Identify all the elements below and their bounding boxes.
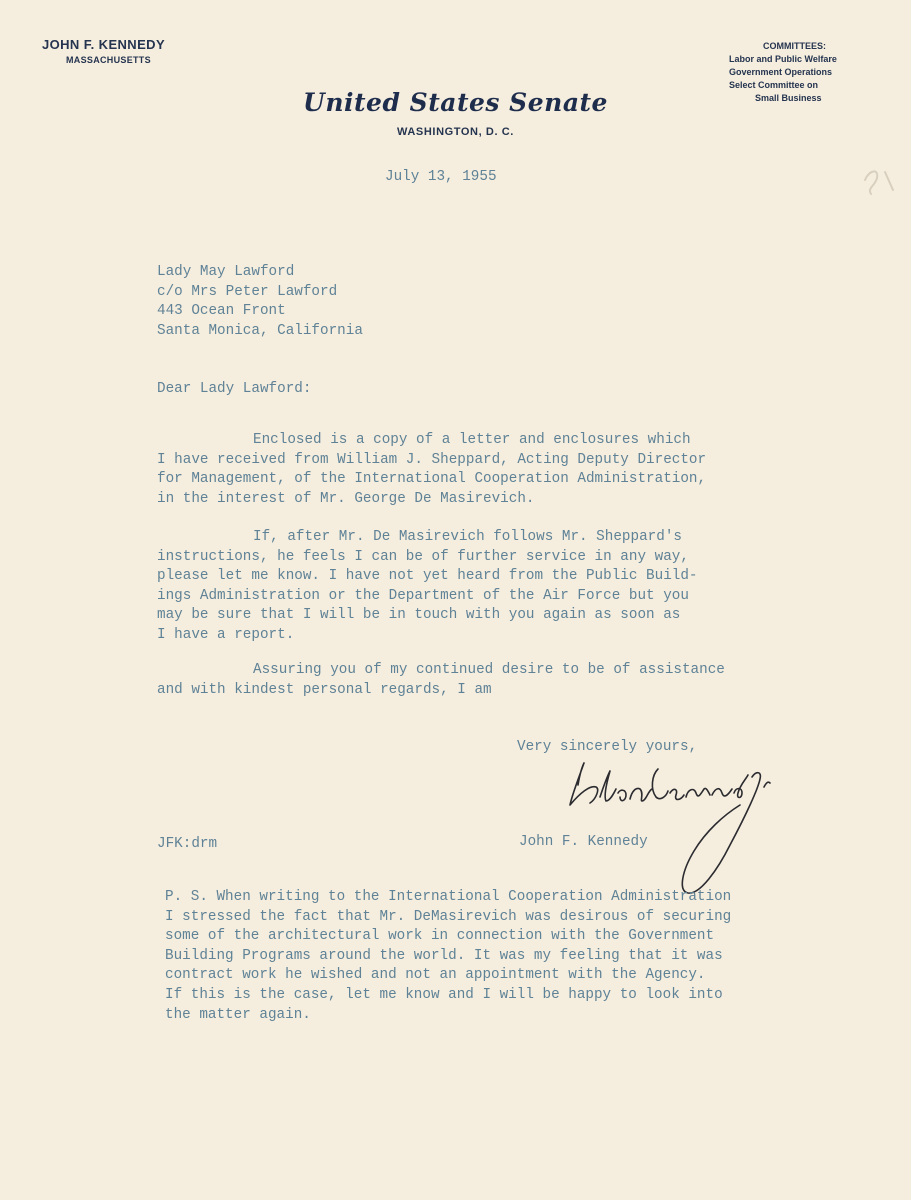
postscript-line: Building Programs around the world. It was my feeling that it was [165,947,723,964]
committee-item: Select Committee on [729,80,819,90]
address-line: Lady May Lawford [157,264,295,280]
body-line: may be sure that I will be in touch with you again as soon as [157,607,681,624]
address-line: 443 Ocean Front [157,303,286,320]
committees-title: COMMITTEES: [763,41,826,51]
body-line: for Management, of the International Cooperation Administration, [157,471,707,488]
typed-name: John F. Kennedy [519,834,648,850]
body-line: in the interest of Mr. George De Masirevich. [157,490,535,507]
salutation: Dear Lady Lawford: [157,381,312,397]
letter-date: July 13, 1955 [385,169,497,185]
postscript-line: some of the architectural work in connection with the Government [165,928,715,945]
committee-item: Small Business [755,93,822,103]
recipient-address [157,263,363,341]
paragraph-1 [157,431,706,509]
body-line: Assuring you of my continued desire to be of assistance [253,662,725,678]
sender-state: MASSACHUSETTS [66,55,151,65]
address-line: c/o Mrs Peter Lawford [157,283,338,300]
body-line: instructions, he feels I can be of further service in any way, [157,548,689,565]
paragraph-2 [157,528,698,646]
body-line: ings Administration or the Department of the Air Force but you [157,587,689,604]
postscript-line: I stressed the fact that Mr. DeMasirevich was desirous of securing [165,908,732,925]
committee-item: Labor and Public Welfare [729,54,837,64]
paragraph-3 [157,661,725,700]
reference-initials: JFK:drm [157,836,218,852]
committee-item: Government Operations [729,67,833,77]
letterhead-title: United States Senate [303,88,608,117]
postscript-line: If this is the case, let me know and I will be happy to look into [165,986,723,1003]
body-line: If, after Mr. De Masirevich follows Mr. Sheppard's [253,529,682,545]
complimentary-close: Very sincerely yours, [517,739,698,755]
body-line: and with kindest personal regards, I am [157,681,492,698]
postscript-line: P. S. When writing to the International Cooperation Administration [165,889,732,905]
postscript-line: the matter again. [165,1006,311,1023]
address-line: Santa Monica, California [157,322,363,339]
sender-name: JOHN F. KENNEDY [42,37,166,52]
body-line: Enclosed is a copy of a letter and enclosures which [253,432,691,448]
postscript-line: contract work he wished and not an appointment with the Agency. [165,967,706,984]
letterhead-city: WASHINGTON, D. C. [397,126,514,138]
pencil-mark [855,150,905,210]
postscript [165,888,731,1025]
body-line: I have a report. [157,626,295,643]
body-line: please let me know. I have not yet heard from the Public Build- [157,568,698,585]
body-line: I have received from William J. Sheppard, Acting Deputy Director [157,451,707,468]
